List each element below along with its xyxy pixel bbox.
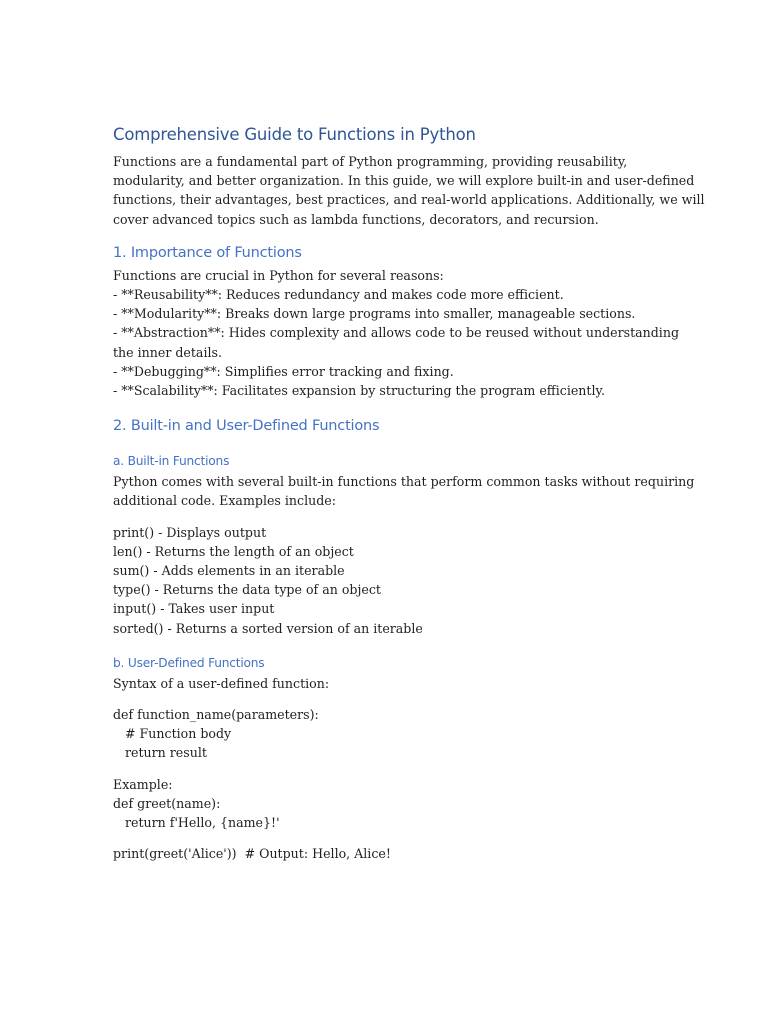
- section-1-heading: 1. Importance of Functions: [113, 244, 302, 261]
- syntax-code-block: [113, 705, 673, 763]
- subsection-a-body: [113, 472, 695, 510]
- code-line: print(greet('Alice')) # Output: Hello, Alice!: [113, 846, 391, 862]
- subsection-a-heading: a. Built-in Functions: [113, 454, 230, 469]
- intro-line: cover advanced topics such as lambda functions, decorators, and recursion.: [113, 211, 599, 227]
- subsection-a-line: Python comes with several built-in functions that perform common tasks without requiring: [113, 474, 695, 490]
- code-line: def function_name(parameters):: [113, 707, 319, 723]
- section-2-heading: 2. Built-in and User-Defined Functions: [113, 418, 380, 435]
- builtin-example: len() - Returns the length of an object: [113, 543, 354, 559]
- code-line: return result: [125, 745, 207, 761]
- builtin-example: sorted() - Returns a sorted version of an iterable: [113, 620, 423, 636]
- syntax-label: [113, 674, 673, 693]
- intro-line: modularity, and better organization. In this guide, we will explore built-in and user-defined: [113, 173, 695, 189]
- section-1-line: - **Abstraction**: Hides complexity and allows code to be reused without understanding: [113, 325, 680, 341]
- intro-line: Functions are a fundamental part of Python programming, providing reusability,: [113, 154, 628, 169]
- subsection-b-heading: b. User-Defined Functions: [113, 655, 265, 670]
- code-line: return f'Hello, {name}!': [125, 815, 280, 831]
- builtin-example: input() - Takes user input: [113, 601, 275, 617]
- print-code-line: [113, 844, 673, 863]
- example-label: Example:: [113, 776, 173, 792]
- section-1-line: the inner details.: [113, 344, 222, 360]
- section-1-body: [113, 266, 680, 400]
- syntax-label-text: Syntax of a user-defined function:: [113, 675, 330, 691]
- builtin-example: print() - Displays output: [113, 524, 267, 540]
- document-page: [113, 124, 705, 863]
- intro-line: functions, their advantages, best practices, and real-world applications. Additionally, we will: [113, 192, 705, 208]
- code-line: # Function body: [125, 726, 232, 742]
- code-line: def greet(name):: [113, 795, 221, 811]
- builtin-example: type() - Returns the data type of an object: [113, 582, 381, 598]
- section-1-line: Functions are crucial in Python for several reasons:: [113, 267, 444, 283]
- document-title: Comprehensive Guide to Functions in Python: [113, 125, 476, 144]
- subsection-a-line: additional code. Examples include:: [113, 493, 336, 509]
- builtin-examples-list: [113, 523, 673, 638]
- builtin-example: sum() - Adds elements in an iterable: [113, 563, 345, 579]
- section-1-line: - **Debugging**: Simplifies error tracking and fixing.: [113, 363, 454, 379]
- section-1-line: - **Reusability**: Reduces redundancy and makes code more efficient.: [113, 287, 564, 303]
- section-1-line: - **Modularity**: Breaks down large programs into smaller, manageable sections.: [113, 306, 636, 322]
- section-1-line: - **Scalability**: Facilitates expansion by structuring the program efficiently.: [113, 383, 605, 399]
- example-code-block: [113, 775, 673, 833]
- intro-paragraph: [113, 152, 705, 229]
